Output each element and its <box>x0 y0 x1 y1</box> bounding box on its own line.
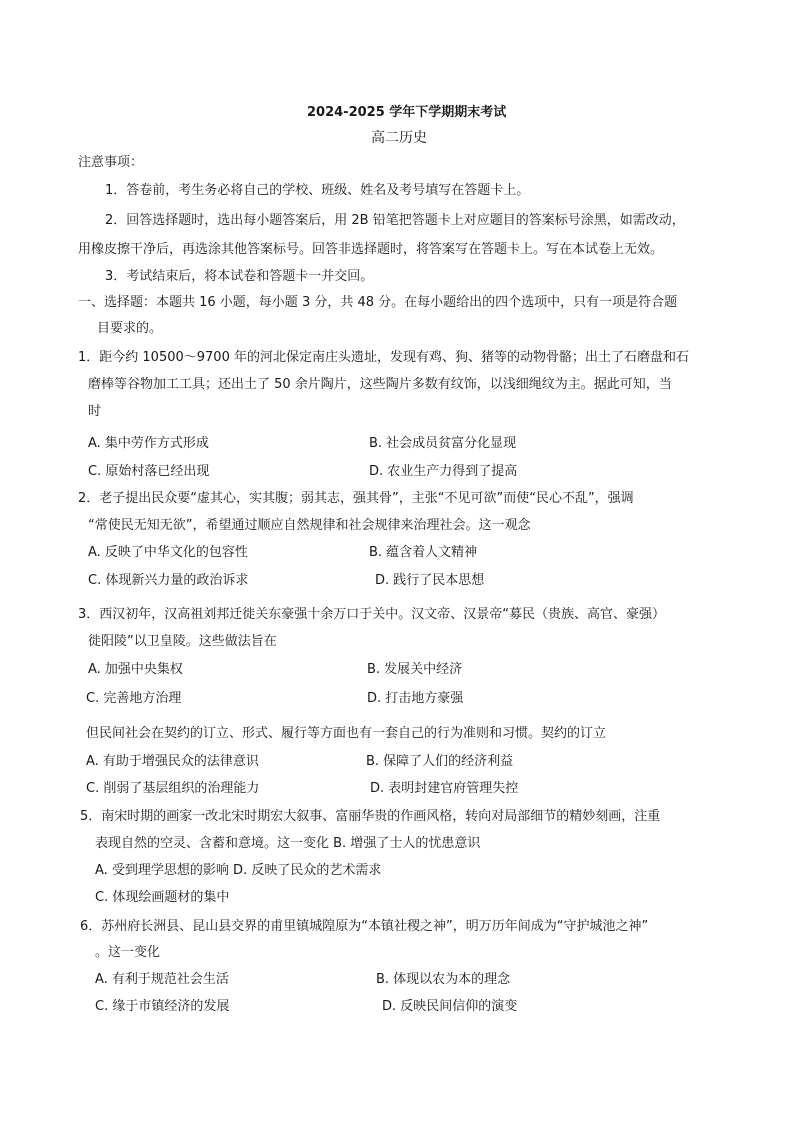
question-3-option-b[interactable]: B. 发展关中经济 <box>367 662 463 677</box>
question-1-stem-line-1: 1．距今约 10500～9700 年的河北保定南庄头遗址，发现有鸡、狗、猪等的动物骨骼；出土了石磨盘和石 <box>78 350 689 365</box>
question-4-option-b[interactable]: B. 保障了人们的经济利益 <box>366 754 514 769</box>
question-4-option-a[interactable]: A. 有助于增强民众的法律意识 <box>86 754 259 769</box>
question-2-stem-line-1: 2．老子提出民众要“虚其心，实其腹；弱其志，强其骨”，主张“不见可欲”而使“民心不乱”，强调 <box>78 491 634 506</box>
question-6-option-a[interactable]: A. 有利于规范社会生活 <box>95 972 229 987</box>
question-5-stem-line-1: 5．南宋时期的画家一改北宋时期宏大叙事、富丽华贵的作画风格，转向对局部细节的精妙刻画，注重 <box>80 809 661 824</box>
question-5-options-ad[interactable]: A. 受到理学思想的影响 D. 反映了民众的艺术需求 <box>95 863 382 878</box>
question-2-option-c[interactable]: C. 体现新兴力量的政治诉求 <box>88 573 249 588</box>
section-heading: 一、选择题：本题共 16 小题，每小题 3 分，共 48 分。在每小题给出的四个选项中，只有一项是符合题 <box>78 295 678 310</box>
question-4-option-c[interactable]: C. 削弱了基层组织的治理能力 <box>86 781 260 796</box>
question-6-option-b[interactable]: B. 体现以农为本的理念 <box>376 972 511 987</box>
question-1-option-b[interactable]: B. 社会成员贫富分化显现 <box>369 436 517 451</box>
question-1-stem-line-2: 磨棒等谷物加工工具；还出土了 50 余片陶片，这些陶片多数有纹饰，以浅细绳纹为主。据此可知，当 <box>88 377 672 392</box>
exam-subject: 高二历史 <box>371 130 427 146</box>
question-3-option-d[interactable]: D. 打击地方豪强 <box>367 691 464 706</box>
question-2-stem-line-2: “常使民无知无欲”，希望通过顺应自然规律和社会规律来治理社会。这一观念 <box>88 518 531 533</box>
question-3-stem-line-1: 3．西汉初年，汉高祖刘邦迁徙关东豪强十余万口于关中。汉文帝、汉景帝“募民（贵族、高官、豪强） <box>78 607 666 622</box>
question-1-option-c[interactable]: C. 原始村落已经出现 <box>88 464 210 479</box>
question-2-option-d[interactable]: D. 践行了民本思想 <box>375 573 485 588</box>
question-1-stem-line-3: 时 <box>88 404 102 419</box>
section-heading-cont: 目要求的。 <box>97 321 163 336</box>
question-1-option-d[interactable]: D. 农业生产力得到了提高 <box>369 464 518 479</box>
question-5-stem-line-2: 表现自然的空灵、含蓄和意境。这一变化 B. 增强了士人的忧患意识 <box>95 836 481 851</box>
notice-item-2-cont: 用橡皮擦干净后，再选涂其他答案标号。回答非选择题时，将答案写在答题卡上。写在本试卷上无效。 <box>78 242 664 257</box>
question-6-stem-line-1: 6．苏州府长洲县、昆山县交界的甫里镇城隍原为“本镇社稷之神”，明万历年间成为“守护城池之神” <box>80 919 649 934</box>
question-2-option-a[interactable]: A. 反映了中华文化的包容性 <box>88 545 248 560</box>
question-4-option-d[interactable]: D. 表明封建官府管理失控 <box>370 781 519 796</box>
notice-heading: 注意事项： <box>78 155 144 170</box>
question-6-option-c[interactable]: C. 缘于市镇经济的发展 <box>95 999 230 1014</box>
question-5-option-c[interactable]: C. 体现绘画题材的集中 <box>95 890 230 905</box>
question-3-option-a[interactable]: A. 加强中央集权 <box>88 662 183 677</box>
question-1-option-a[interactable]: A. 集中劳作方式形成 <box>88 436 209 451</box>
exam-title: 2024-2025 学年下学期期末考试 <box>307 105 507 120</box>
question-3-option-c[interactable]: C. 完善地方治理 <box>86 691 182 706</box>
notice-item-1: 1．答卷前，考生务必将自己的学校、班级、姓名及考号填写在答题卡上。 <box>105 183 530 198</box>
question-4-stem-line: 但民间社会在契约的订立、形式、履行等方面也有一套自己的行为准则和习惯。契约的订立 <box>86 726 607 741</box>
notice-item-3: 3．考试结束后，将本试卷和答题卡一并交回。 <box>105 269 374 284</box>
question-3-stem-line-2: 徙阳陵”以卫皇陵。这些做法旨在 <box>88 634 277 649</box>
notice-item-2: 2．回答选择题时，选出每小题答案后，用 2B 铅笔把答题卡上对应题目的答案标号涂黑，如需改动， <box>105 213 685 228</box>
question-2-option-b[interactable]: B. 蕴含着人文精神 <box>369 545 478 560</box>
question-6-option-d[interactable]: D. 反映民间信仰的演变 <box>382 999 518 1014</box>
question-6-stem-line-2: 。这一变化 <box>95 945 161 960</box>
